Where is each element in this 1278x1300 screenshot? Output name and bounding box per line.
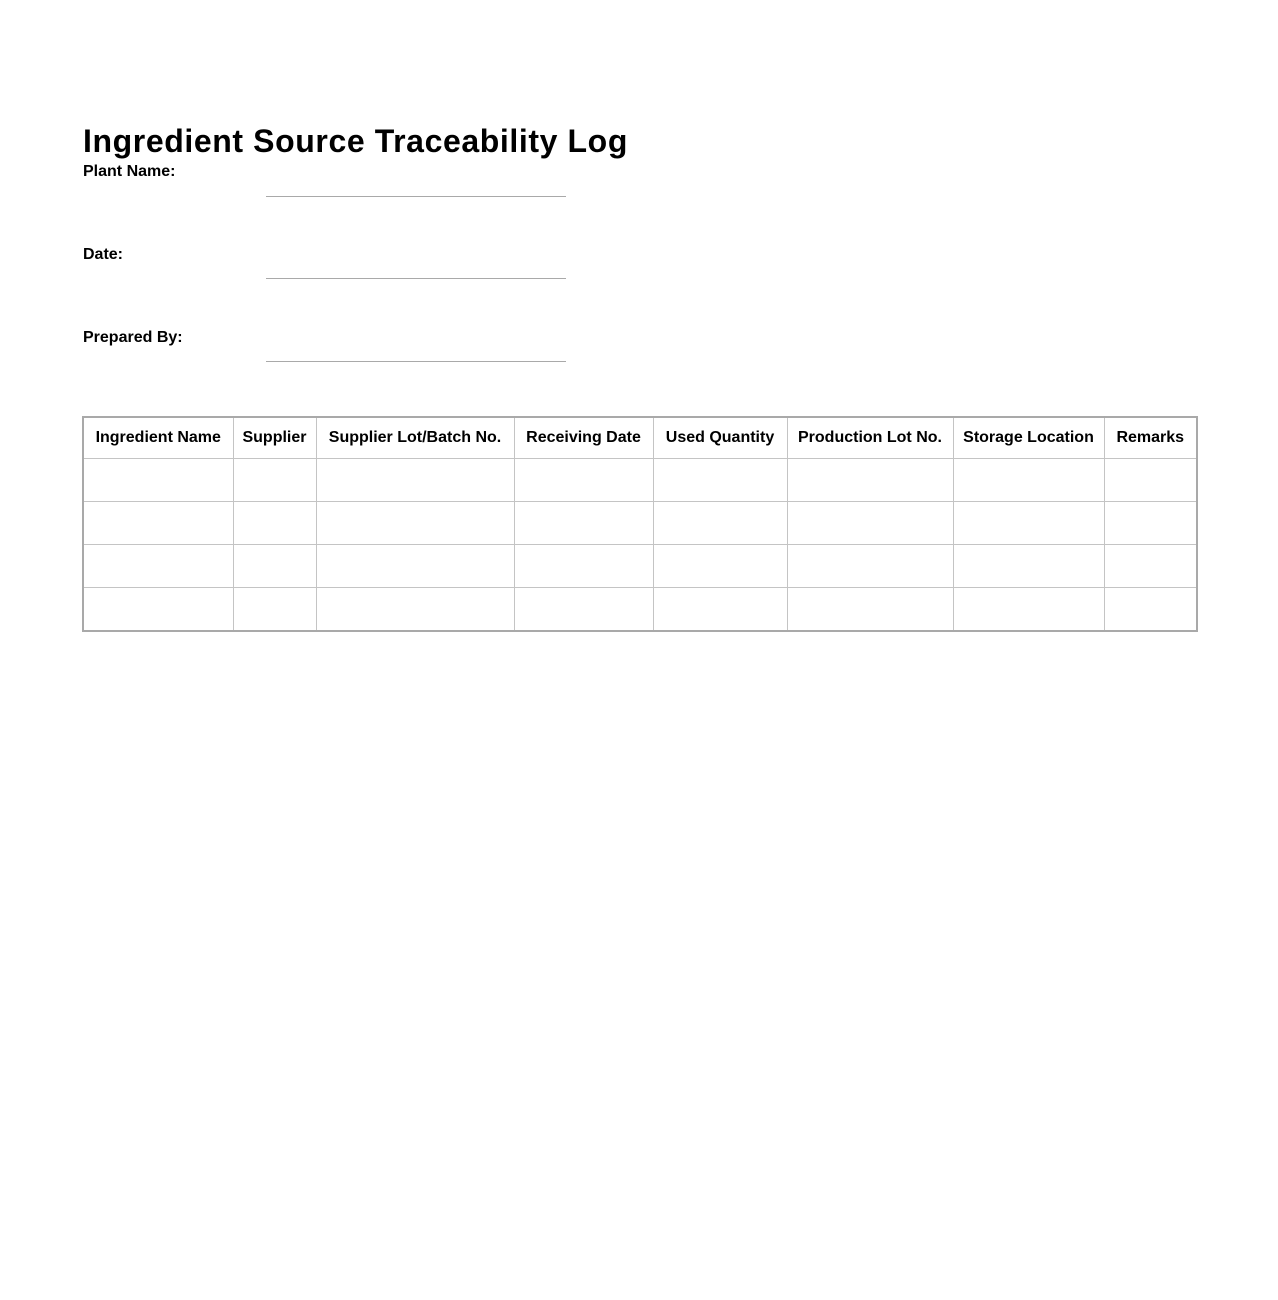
table-cell[interactable] xyxy=(514,588,653,632)
table-cell[interactable] xyxy=(514,502,653,545)
table-cell[interactable] xyxy=(653,502,787,545)
table-cell[interactable] xyxy=(233,545,316,588)
table-cell[interactable] xyxy=(83,545,233,588)
column-header-used-quantity: Used Quantity xyxy=(653,417,787,459)
table-cell[interactable] xyxy=(233,502,316,545)
table-cell[interactable] xyxy=(787,545,953,588)
column-header-remarks: Remarks xyxy=(1104,417,1197,459)
table-row xyxy=(83,459,1197,502)
table-cell[interactable] xyxy=(316,588,514,632)
table-cell[interactable] xyxy=(514,459,653,502)
table-row xyxy=(83,502,1197,545)
table-cell[interactable] xyxy=(1104,588,1197,632)
traceability-log-table xyxy=(82,416,1198,632)
table-cell[interactable] xyxy=(83,459,233,502)
prepared-by-label: Prepared By: xyxy=(83,329,183,346)
table-cell[interactable] xyxy=(316,459,514,502)
table-cell[interactable] xyxy=(953,502,1104,545)
table-row xyxy=(83,545,1197,588)
plant-name-input-line[interactable] xyxy=(266,170,566,197)
table-cell[interactable] xyxy=(316,545,514,588)
table-header-row xyxy=(83,417,1197,459)
table-cell[interactable] xyxy=(653,459,787,502)
document-title: Ingredient Source Traceability Log xyxy=(83,123,628,160)
table-cell[interactable] xyxy=(316,502,514,545)
date-label: Date: xyxy=(83,246,124,263)
table-cell[interactable] xyxy=(653,588,787,632)
table-cell[interactable] xyxy=(83,502,233,545)
column-header-receiving-date: Receiving Date xyxy=(514,417,653,459)
table-cell[interactable] xyxy=(233,588,316,632)
column-header-supplier-lot-batch-no: Supplier Lot/Batch No. xyxy=(316,417,514,459)
table-cell[interactable] xyxy=(787,502,953,545)
column-header-storage-location: Storage Location xyxy=(953,417,1104,459)
table-cell[interactable] xyxy=(653,545,787,588)
table-cell[interactable] xyxy=(787,459,953,502)
table-row xyxy=(83,588,1197,632)
table-cell[interactable] xyxy=(233,459,316,502)
table-cell[interactable] xyxy=(83,588,233,632)
table-cell[interactable] xyxy=(953,459,1104,502)
column-header-supplier: Supplier xyxy=(233,417,316,459)
table-cell[interactable] xyxy=(1104,459,1197,502)
table-cell[interactable] xyxy=(1104,502,1197,545)
table-cell[interactable] xyxy=(953,545,1104,588)
table-cell[interactable] xyxy=(953,588,1104,632)
plant-name-label: Plant Name: xyxy=(83,163,176,180)
date-input-line[interactable] xyxy=(266,252,566,279)
table-cell[interactable] xyxy=(787,588,953,632)
table-cell[interactable] xyxy=(514,545,653,588)
column-header-ingredient-name: Ingredient Name xyxy=(83,417,233,459)
table-cell[interactable] xyxy=(1104,545,1197,588)
column-header-production-lot-no: Production Lot No. xyxy=(787,417,953,459)
prepared-by-input-line[interactable] xyxy=(266,335,566,362)
